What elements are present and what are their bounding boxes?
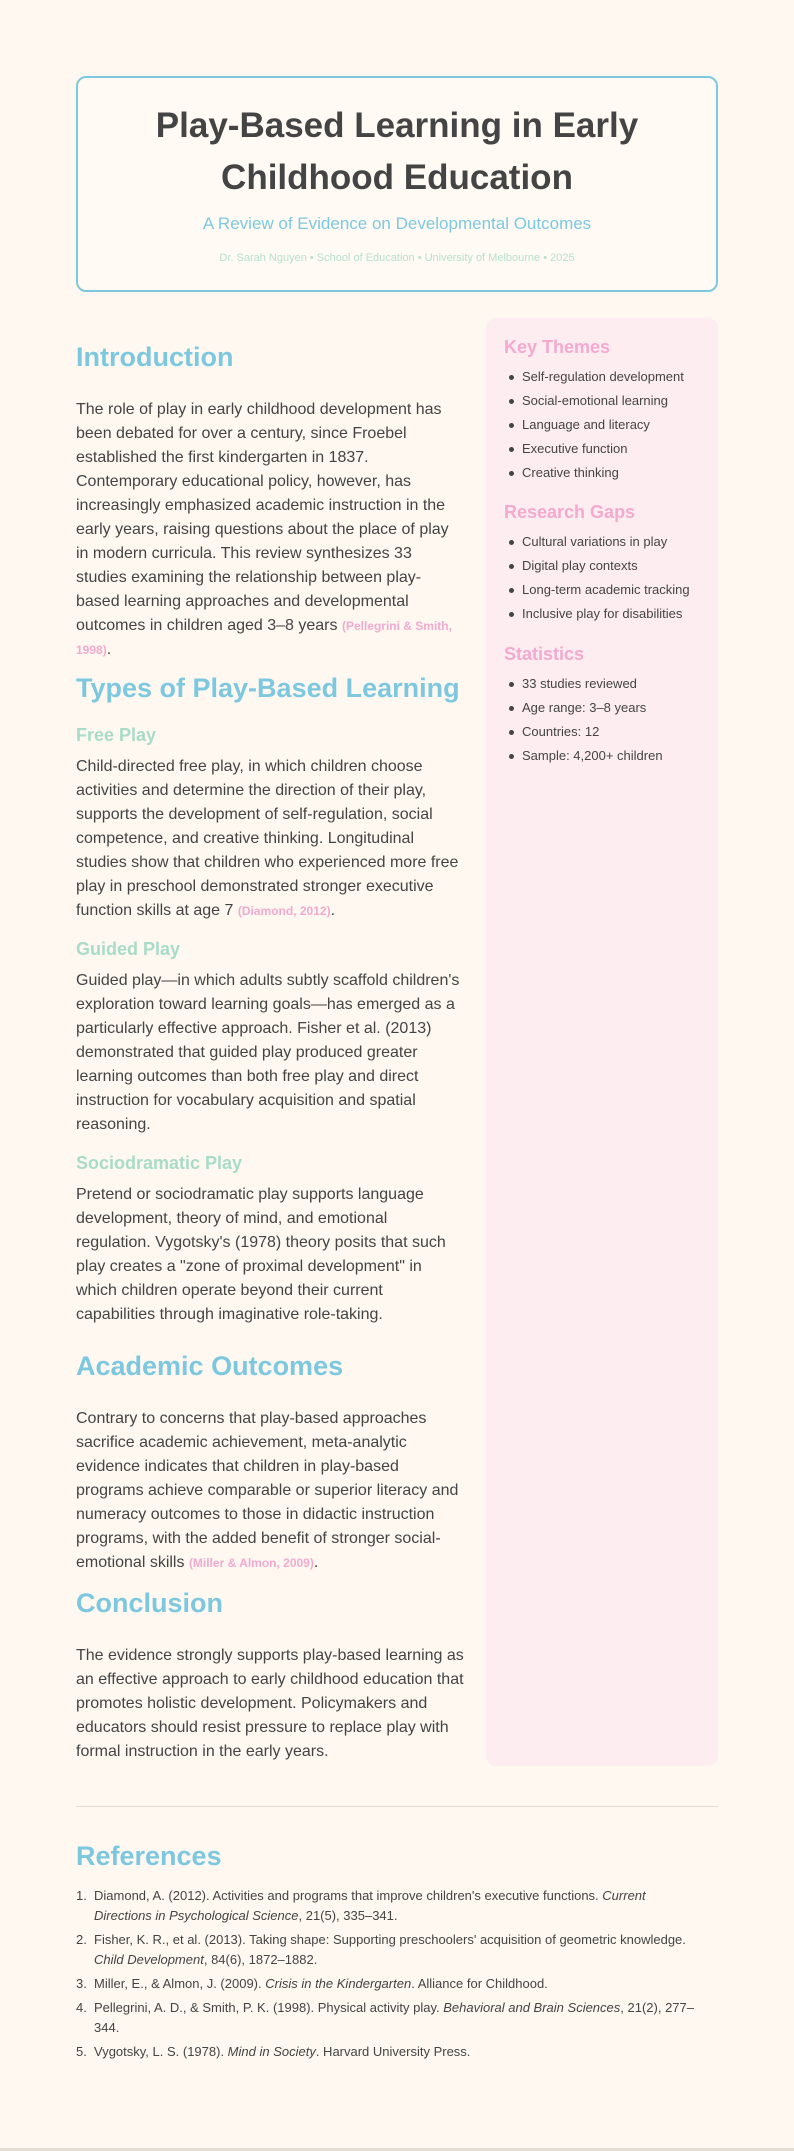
reference-number: 2. [76, 1932, 87, 1947]
reference-number: 1. [76, 1888, 87, 1903]
reference-item [76, 1886, 718, 1926]
text-line: Contemporary educational policy, however, has [76, 473, 411, 490]
reference-text: Fisher, K. R., et al. (2013). Taking shape: Supporting preschoolers' acquisition of geometric knowledge. [94, 1932, 686, 1947]
reference-book-title: Crisis in the Kindergarten [265, 1976, 412, 1991]
text-run: emotional skills [76, 1554, 185, 1571]
text-line: Child-directed free play, in which children choose [76, 758, 423, 775]
text-line: evidence indicates that children in play-based [76, 1458, 399, 1475]
subheading-guided-play: Guided Play [76, 939, 181, 959]
text-run: outcomes in children aged 3–8 years [76, 617, 338, 634]
text-line: demonstrated that guided play produced greater [76, 1044, 418, 1061]
references-list [76, 1886, 718, 2066]
text-line: exploration toward learning goals—has emerged as a [76, 996, 455, 1013]
list-item: Age range: 3–8 years [522, 700, 708, 716]
text-line: reasoning. [76, 1116, 151, 1133]
reference-item [76, 1998, 718, 2038]
citation-pellegrini[interactable]: (Pellegrini & Smith, [341, 619, 452, 633]
subheading-free-play: Free Play [76, 725, 157, 745]
list-item: 33 studies reviewed [522, 676, 708, 692]
text-line: programs, with the added benefit of stronger social- [76, 1530, 441, 1547]
text-line: function skills at age 7 (Diamond, 2012). [76, 902, 336, 919]
list-item: Executive function [522, 441, 708, 457]
text-line: Pretend or sociodramatic play supports language [76, 1186, 424, 1203]
list-item: Digital play contexts [522, 558, 708, 574]
section-divider [76, 1806, 718, 1807]
sidebar-heading-research-gaps: Research Gaps [504, 502, 636, 522]
text-line: been debated for over a century, since Froebel [76, 425, 407, 442]
text-line: based learning approaches and developmental [76, 593, 409, 610]
text-line: which children operate beyond their current [76, 1282, 383, 1299]
reference-journal: Directions in Psychological Science [94, 1908, 299, 1923]
list-item: Social-emotional learning [522, 393, 708, 409]
text-line: sacrifice academic achievement, meta-analytic [76, 1434, 407, 1451]
reference-number: 4. [76, 2000, 87, 2015]
reference-text: . Harvard University Press. [315, 2044, 471, 2059]
author-byline: Dr. Sarah Nguyen • School of Education • University of Melbourne • 2025 [219, 252, 575, 264]
free-play-paragraph [76, 755, 466, 923]
academic-paragraph [76, 1407, 466, 1575]
text-line: particularly effective approach. Fisher et al. (2013) [76, 1020, 432, 1037]
text-line: numeracy outcomes to those in didactic instruction [76, 1506, 435, 1523]
reference-journal: Behavioral and Brain Sciences [443, 2000, 621, 2015]
reference-item [76, 2042, 718, 2062]
list-item: Creative thinking [522, 465, 708, 481]
sidebar-heading-statistics: Statistics [504, 644, 585, 664]
list-item: Self-regulation development [522, 369, 708, 385]
citation-diamond[interactable]: (Diamond, 2012) [237, 904, 331, 918]
text-line: early years, raising questions about the place of play [76, 521, 449, 538]
section-heading-introduction: Introduction [76, 342, 234, 372]
text-line: programs achieve comparable or superior literacy and [76, 1482, 459, 1499]
conclusion-paragraph [76, 1644, 466, 1764]
reference-text: Pellegrini, A. D., & Smith, P. K. (1998). Physical activity play. [94, 2000, 444, 2015]
sociodramatic-paragraph [76, 1183, 466, 1327]
text-run: function skills at age 7 [76, 902, 234, 919]
section-heading-references: References [76, 1841, 222, 1871]
reference-journal: Child Development [94, 1952, 204, 1967]
list-item: Long-term academic tracking [522, 582, 708, 598]
page-title [78, 100, 716, 204]
title-line: Childhood Education [221, 158, 573, 197]
section-heading-conclusion: Conclusion [76, 1588, 223, 1618]
subheading-sociodramatic-play: Sociodramatic Play [76, 1153, 243, 1173]
text-line: studies show that children who experienced more free [76, 854, 459, 871]
text-line: play creates a "zone of proximal development" in [76, 1258, 422, 1275]
reference-book-title: Mind in Society [227, 2044, 316, 2059]
text-line: promotes holistic development. Policymakers and [76, 1695, 428, 1712]
text-line: formal instruction in the early years. [76, 1743, 329, 1760]
text-line: 1998). [76, 641, 112, 658]
reference-text: Diamond, A. (2012). Activities and programs that improve children's executive functions. [94, 1888, 603, 1903]
section-heading-types: Types of Play-Based Learning [76, 673, 460, 703]
sidebar [486, 318, 718, 1766]
reference-text: 344. [94, 2020, 120, 2035]
key-themes-list [522, 369, 708, 489]
text-line: learning outcomes than both free play and direct [76, 1068, 419, 1085]
text-line: capabilities through imaginative role-taking. [76, 1306, 383, 1323]
text-line: increasingly emphasized academic instruction in the [76, 497, 446, 514]
reference-journal: Current [602, 1888, 646, 1903]
intro-paragraph [76, 398, 466, 662]
text-line: emotional skills (Miller & Almon, 2009). [76, 1554, 319, 1571]
text-line: Guided play—in which adults subtly scaffold children's [76, 972, 460, 989]
text-line: established the first kindergarten in 1837. [76, 449, 369, 466]
text-line: an effective approach to early childhood education that [76, 1671, 464, 1688]
reference-number: 5. [76, 2044, 87, 2059]
reference-item [76, 1974, 718, 1994]
reference-text: , 84(6), 1872–1882. [203, 1952, 318, 1967]
text-line [76, 614, 466, 638]
list-item: Sample: 4,200+ children [522, 748, 708, 764]
citation-pellegrini-year[interactable]: 1998) [76, 643, 107, 657]
reference-text: , 21(2), 277– [620, 2000, 694, 2015]
text-line: The role of play in early childhood development has [76, 401, 442, 418]
title-card [76, 76, 718, 292]
list-item: Countries: 12 [522, 724, 708, 740]
text-line: supports the development of self-regulation, social [76, 806, 433, 823]
citation-miller[interactable]: (Miller & Almon, 2009) [188, 1556, 314, 1570]
reference-text: . Alliance for Childhood. [411, 1976, 548, 1991]
title-line: Play-Based Learning in Early [155, 106, 639, 145]
text-line: studies examining the relationship between play- [76, 569, 422, 586]
statistics-list [522, 676, 708, 772]
reference-text: Miller, E., & Almon, J. (2009). [94, 1976, 266, 1991]
section-heading-academic: Academic Outcomes [76, 1351, 344, 1381]
text-line: The evidence strongly supports play-based learning as [76, 1647, 464, 1664]
research-gaps-list [522, 534, 708, 630]
sidebar-heading-key-themes: Key Themes [504, 337, 611, 357]
reference-text: , 21(5), 335–341. [298, 1908, 398, 1923]
guided-play-paragraph [76, 969, 466, 1137]
reference-item [76, 1930, 718, 1970]
text-line: educators should resist pressure to replace play with [76, 1719, 449, 1736]
list-item: Language and literacy [522, 417, 708, 433]
text-line: competence, and creative thinking. Longitudinal [76, 830, 414, 847]
text-line: development, theory of mind, and emotional [76, 1210, 388, 1227]
reference-text: Vygotsky, L. S. (1978). [94, 2044, 228, 2059]
text-line: regulation. Vygotsky's (1978) theory posits that such [76, 1234, 446, 1251]
list-item: Cultural variations in play [522, 534, 708, 550]
text-line: instruction for vocabulary acquisition and spatial [76, 1092, 416, 1109]
page-subtitle: A Review of Evidence on Developmental Outcomes [202, 214, 592, 233]
text-line: play in preschool demonstrated stronger executive [76, 878, 434, 895]
text-line: Contrary to concerns that play-based approaches [76, 1410, 427, 1427]
list-item: Inclusive play for disabilities [522, 606, 708, 622]
reference-number: 3. [76, 1976, 87, 1991]
text-line: activities and determine the direction of their play, [76, 782, 427, 799]
text-line: in modern curricula. This review synthesizes 33 [76, 545, 412, 562]
